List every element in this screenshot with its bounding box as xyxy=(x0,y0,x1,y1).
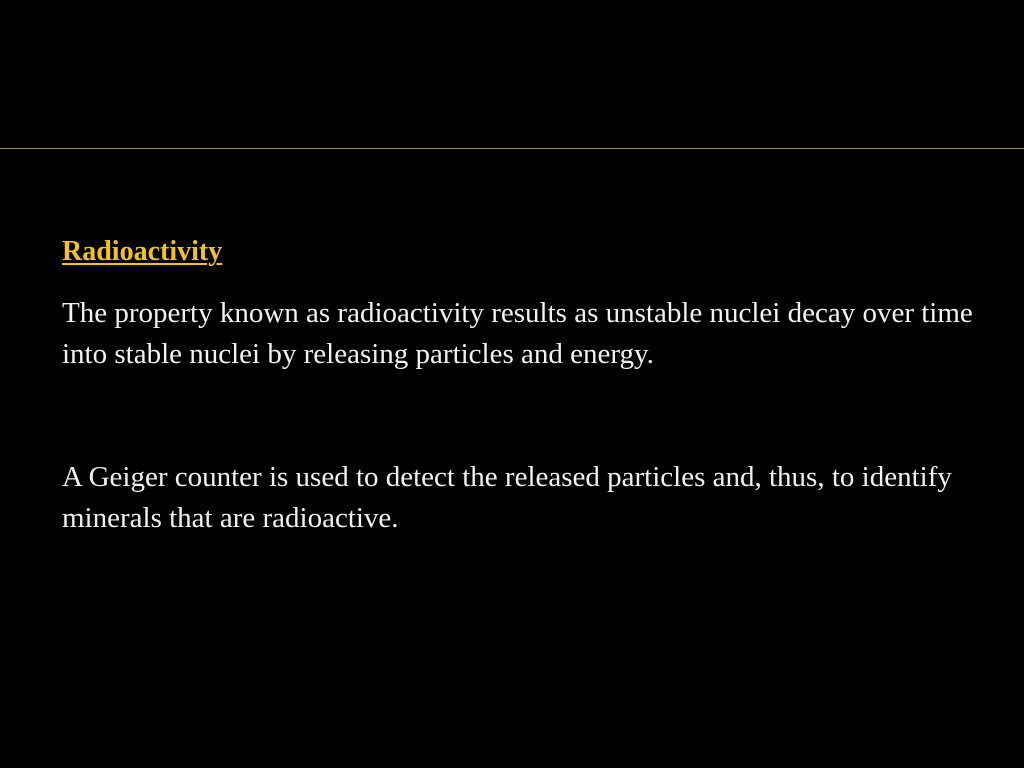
slide-content xyxy=(62,232,982,539)
paragraph-geiger-counter: A Geiger counter is used to detect the released particles and, thus, to identify minerals that are radioactive. xyxy=(62,461,952,534)
paragraph-radioactivity-definition: The property known as radioactivity results as unstable nuclei decay over time into stable nuclei by releasing particles and energy. xyxy=(62,297,973,370)
title-divider-line xyxy=(0,148,1024,149)
slide-heading: Radioactivity xyxy=(62,236,223,267)
